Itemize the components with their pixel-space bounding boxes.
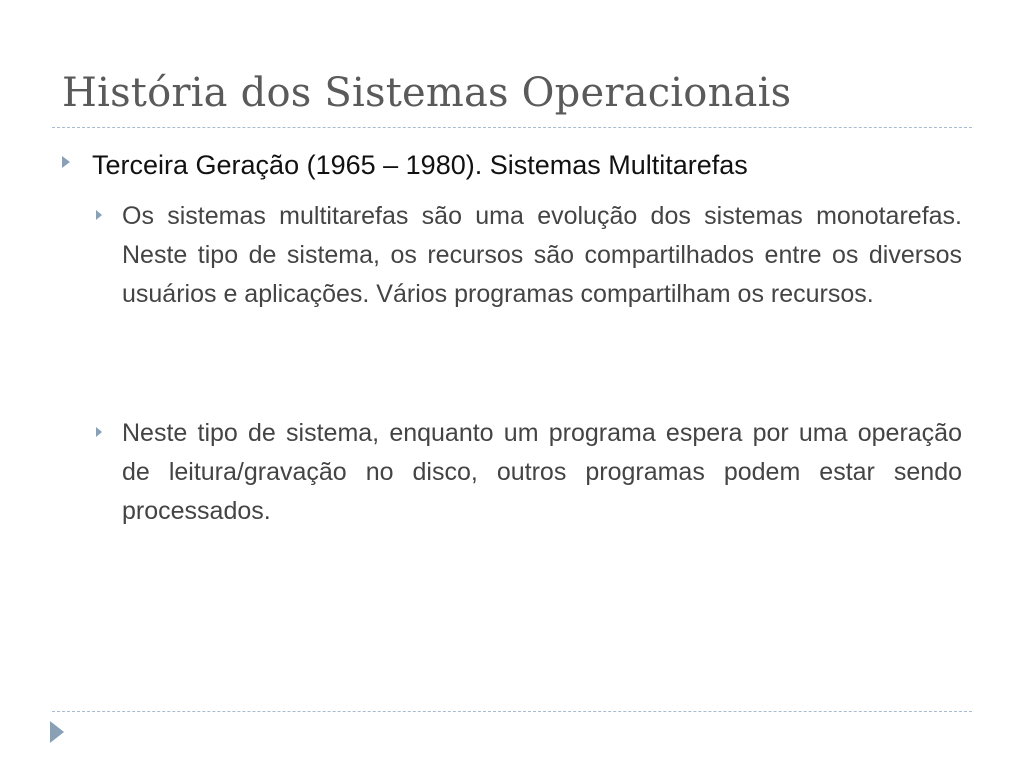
next-slide-arrow-icon[interactable] [50,721,64,743]
sub-bullet-text: Neste tipo de sistema, enquanto um programa espera por uma operação de leitura/gravação no disco, outros programas podem estar sendo processados. [122,419,962,525]
heading-bullet-item [62,146,962,184]
triangle-bullet-icon [96,427,102,437]
bottom-divider [52,711,972,712]
sub-bullet-item [96,197,962,314]
sub-bullet-text: Os sistemas multitarefas são uma evolução dos sistemas monotarefas. Neste tipo de sistema, os recursos são compartilhados entre os diversos usuários e aplicações. Vários programas compartilham os recursos. [122,202,962,308]
section-heading: Terceira Geração (1965 – 1980). Sistemas Multitarefas [92,150,748,180]
triangle-bullet-icon [96,210,102,220]
top-divider [52,127,972,128]
sub-bullet-item [96,414,962,531]
slide-title: História dos Sistemas Operacionais [62,70,792,116]
triangle-bullet-icon [62,156,70,168]
